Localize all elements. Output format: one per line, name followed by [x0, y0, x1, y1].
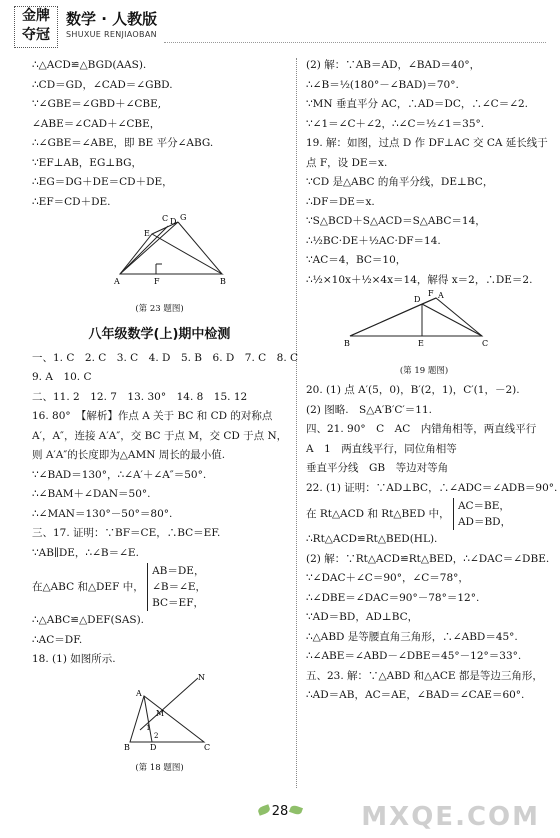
svg-text:F: F: [154, 277, 160, 286]
text-line: A′，A″，连接 A′A″，交 BC 于点 M，交 CD 于点 N，: [32, 429, 288, 442]
text-line: ∵CD 是△ABC 的角平分线，DE⊥BC，: [306, 176, 494, 188]
text-line: 20. (1) 点 A′(5，0)，B′(2，1)，C′(1，－2).: [306, 384, 520, 396]
text-line: ∵∠DAC＋∠C＝90°，∠C＝78°，: [306, 572, 469, 584]
svg-text:B: B: [220, 277, 226, 286]
header-rule: [164, 42, 546, 43]
text-line: 则 A′A″的长度即为△AMN 周长的最小值.: [32, 449, 226, 461]
text-line: A 1 两直线平行，同位角相等: [306, 442, 457, 455]
left-brace-rows: [147, 563, 206, 611]
page-number: 28: [271, 804, 289, 819]
figure-23-caption: (第 23 题图): [135, 303, 184, 314]
left-lines-a: [32, 56, 287, 212]
text-line: ∴∠DBE＝∠DAC＝90°－78°＝12°.: [306, 591, 480, 604]
text-line: 点 F，设 DE＝x.: [306, 156, 388, 169]
svg-text:2: 2: [154, 731, 159, 740]
book-subtitle: SHUXUE RENJIAOBAN: [66, 30, 157, 39]
svg-text:G: G: [180, 213, 187, 222]
figure-18-caption: (第 18 题图): [135, 763, 184, 773]
text-line: ∵MN 垂直平分 AC，∴AD＝DC，∴∠C＝∠2.: [306, 98, 529, 110]
text-line: 19. 解：如图，过点 D 作 DF⊥AC 交 CA 延长线于: [306, 137, 548, 149]
figure-19: [306, 290, 542, 354]
text-line: 18. (1) 如图所示.: [32, 653, 116, 665]
right-brace-prefix: 在 Rt△ACD 和 Rt△BED 中，: [306, 508, 450, 520]
left-lines-c: [32, 611, 287, 670]
right-brace-rows: [453, 498, 511, 530]
svg-text:E: E: [418, 339, 424, 348]
text-line: (2) 图略. S△A′B′C′＝11.: [306, 403, 432, 416]
left-lines-b: [32, 349, 299, 564]
text-line: ∵AD＝BD，AD⊥BC，: [306, 611, 419, 623]
text-line: ∴△ACD≌△BGD(AAS).: [32, 59, 147, 71]
right-column: [306, 56, 558, 706]
left-brace-prefix: 在△ABC 和△DEF 中，: [32, 581, 144, 593]
svg-text:B: B: [344, 339, 350, 348]
svg-text:D: D: [414, 295, 421, 304]
text-line: ∴Rt△ACD≌Rt△BED(HL).: [306, 533, 438, 545]
left-brace-row: BC＝EF，: [152, 597, 204, 609]
logo-line2: 夺冠: [22, 27, 50, 43]
text-line: ∴½×10x＋½×4x＝14，解得 x＝2，∴DE＝2.: [306, 273, 533, 286]
text-line: ∴AC＝DF.: [32, 633, 83, 646]
figure-18: [32, 670, 282, 752]
right-lines-a: [306, 56, 548, 290]
text-line: ∵∠1＝∠C＋∠2，∴∠C＝½∠1＝35°.: [306, 117, 485, 130]
svg-text:D: D: [170, 217, 177, 226]
svg-text:N: N: [198, 672, 205, 682]
svg-text:E: E: [144, 229, 150, 238]
text-line: ∵∠GBE＝∠GBD＋∠CBE,: [32, 98, 162, 110]
svg-text:F: F: [428, 290, 434, 298]
right-lines-c: [306, 530, 550, 706]
page-header: [14, 6, 546, 50]
text-line: 四、21. 90° C AC 内错角相等，两直线平行: [306, 423, 537, 435]
text-line: ∴AD＝AB，AC＝AE，∠BAD＝∠CAE＝60°.: [306, 689, 525, 701]
text-line: ∴∠BAM＋∠DAN＝50°.: [32, 488, 151, 500]
left-brace-row: ∠B＝∠E，: [152, 581, 207, 593]
svg-text:C: C: [204, 742, 211, 752]
right-brace-block: [306, 498, 542, 530]
svg-text:M: M: [156, 708, 165, 718]
text-line: 9. A 10. C: [32, 371, 92, 383]
text-line: 垂直平分线 GB 等边对等角: [306, 462, 449, 474]
text-line: ∵EF⊥AB，EG⊥BG，: [32, 156, 143, 169]
section-title: 八年级数学(上)期中检测: [88, 327, 231, 342]
text-line: 三、17. 证明：∵BF＝CE，∴BC＝EF.: [32, 527, 221, 539]
text-line: 16. 80° 【解析】作点 A 关于 BC 和 CD 的对称点: [32, 410, 273, 422]
text-line: ∴½BC·DE＋½AC·DF＝14.: [306, 234, 441, 247]
text-line: ∴∠MAN＝130°－50°＝80°.: [32, 507, 173, 520]
right-lines-b: [306, 381, 558, 498]
text-line: ∴EF＝CD＋DE.: [32, 195, 111, 208]
text-line: ∴△ABD 是等腰直角三角形，∴∠ABD＝45°.: [306, 630, 518, 643]
watermark: MXQE.COM: [361, 802, 540, 832]
column-divider: [296, 58, 297, 788]
text-line: 二、11. 2 12. 7 13. 30° 14. 8 15. 12: [32, 390, 248, 403]
svg-text:C: C: [482, 339, 489, 348]
text-line: ∴△ABC≌△DEF(SAS).: [32, 614, 145, 626]
text-line: ∴CD＝GD，∠CAD＝∠GBD.: [32, 78, 173, 91]
book-title: 数学 · 人教版: [66, 10, 158, 28]
text-line: (2) 解：∵AB＝AD，∠BAD＝40°，: [306, 59, 481, 71]
svg-text:A: A: [136, 688, 142, 698]
svg-text:D: D: [150, 742, 157, 752]
text-line: ∵∠BAD＝130°，∴∠A′＋∠A″＝50°.: [32, 468, 207, 481]
svg-text:C: C: [162, 214, 169, 223]
text-line: ∵AB∥DE，∴∠B＝∠E.: [32, 546, 139, 559]
svg-text:1: 1: [146, 723, 151, 732]
text-line: ∵S△BCD＋S△ACD＝S△ABC＝14，: [306, 215, 486, 227]
text-line: ∴∠ABE＝∠ABD－∠DBE＝45°－12°＝33°.: [306, 650, 522, 662]
text-line: (2) 解：∵Rt△ACD≌Rt△BED，∴∠DAC＝∠DBE.: [306, 552, 550, 565]
svg-text:A: A: [438, 291, 444, 300]
left-brace-block: [32, 563, 287, 611]
figure-19-caption: (第 19 题图): [399, 365, 449, 376]
text-line: ∴∠GBE＝∠ABE，即 BE 平分∠ABG.: [32, 137, 214, 149]
text-line: ∠ABE＝∠CAD＋∠CBE，: [32, 117, 161, 130]
left-column: [32, 56, 299, 779]
svg-text:B: B: [124, 742, 130, 752]
text-line: 22. (1) 证明：∵AD⊥BC，∴∠ADC＝∠ADB＝90°.: [306, 481, 558, 494]
svg-text:A: A: [114, 277, 120, 286]
text-line: ∴∠B＝½(180°－∠BAD)＝70°.: [306, 78, 459, 91]
figure-23: [32, 212, 282, 292]
text-line: ∴DF＝DE＝x.: [306, 195, 375, 208]
text-line: 五、23. 解：∵△ABD 和△ACE 都是等边三角形，: [306, 669, 543, 682]
text-line: 一、1. C 2. C 3. C 4. D 5. B 6. D 7. C 8. C: [32, 351, 299, 364]
text-line: ∵AC＝4，BC＝10，: [306, 254, 407, 266]
right-brace-row: AD＝BD，: [457, 516, 512, 528]
logo-line1: 金牌: [22, 8, 50, 24]
logo: [14, 6, 58, 48]
right-brace-row: AC＝BE，: [457, 500, 510, 512]
text-line: ∴EG＝DG＋DE＝CD＋DE，: [32, 176, 173, 188]
left-brace-row: AB＝DE，: [152, 565, 205, 577]
